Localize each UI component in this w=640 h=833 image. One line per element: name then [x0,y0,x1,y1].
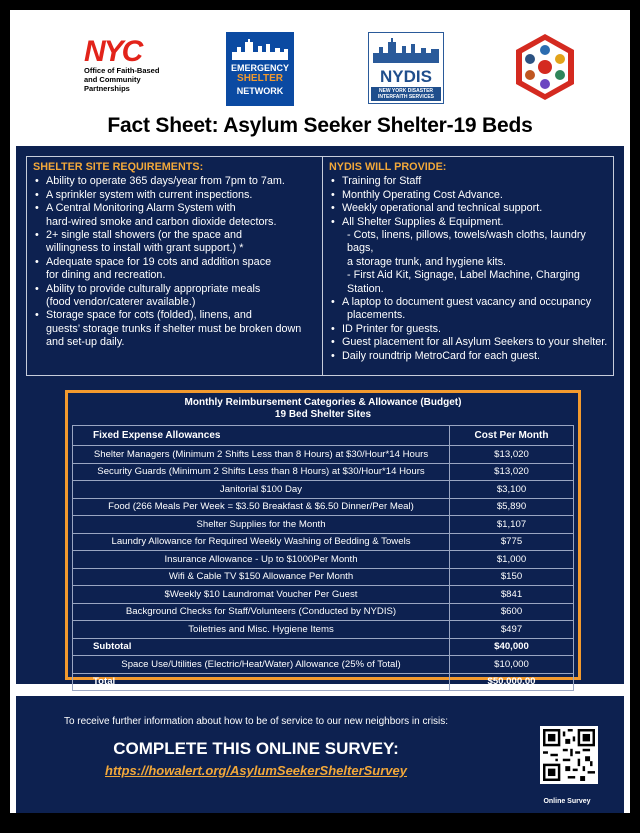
expense-cost-cell: $5,890 [450,498,574,516]
provide-item: - First Aid Kit, Signage, Label Machine, Charging Station. [347,269,580,295]
interfaith-symbols-icon [510,32,580,102]
requirement-item: • Storage space for cots (folded), linens, and [33,309,317,322]
expense-cost-cell: $13,020 [450,463,574,481]
table-header-row [73,426,574,446]
expense-category-cell: Insurance Allowance - Up to $1000Per Month [73,551,450,569]
expense-category-cell: Laundry Allowance for Required Weekly Washing of Bedding & Towels [73,533,450,551]
provides-list [329,175,609,363]
provide-item: • Daily roundtrip MetroCard for each guest. [329,350,609,363]
table-row [73,621,574,639]
subtotal-row [73,638,574,656]
column-header-cost: Cost Per Month [450,426,574,446]
esn-line-emergency: EMERGENCY [230,63,289,73]
budget-table-frame [65,390,581,688]
nydis-logo [368,32,444,104]
nyc-office-line: Office of Faith-Based [84,66,160,75]
expense-category-cell: Shelter Managers (Minimum 2 Shifts Less than 8 Hours) at $30/Hour*14 Hours [73,446,450,464]
provide-item: placements. [347,309,406,322]
requirement-item: and set-up daily. [46,336,125,349]
requirement-item: • A Central Monitoring Alarm System with [33,202,317,215]
shelter-requirements-column [33,161,317,350]
requirements-list [33,175,317,349]
total-label: Total [73,673,450,691]
expense-category-cell: Food (266 Meals Per Week = $3.50 Breakfast & $6.50 Dinner/Per Meal) [73,498,450,516]
expense-cost-cell: $1,107 [450,516,574,534]
provide-item: a storage trunk, and hygiene kits. [347,255,507,268]
table-row [73,533,574,551]
table-row [73,603,574,621]
provide-item: • Weekly operational and technical support. [329,202,609,215]
survey-link[interactable]: https://howalert.org/AsylumSeekerShelterSurvey [105,763,407,778]
expense-category-cell: Wifi & Cable TV $150 Allowance Per Month [73,568,450,586]
expense-cost-cell: $3,100 [450,481,574,499]
column-divider [322,157,323,375]
table-row [73,498,574,516]
requirements-box [26,156,614,376]
expense-category-cell: Shelter Supplies for the Month [73,516,450,534]
table-row [73,586,574,604]
nydis-subtitle: NEW YORK DISASTER INTERFAITH SERVICES [371,87,441,101]
nyc-logo-mark: NYC [84,35,142,68]
requirement-item: • Adequate space for 19 cots and addition space [33,256,317,269]
total-row [73,673,574,691]
budget-title-line: Monthly Reimbursement Categories & Allowance (Budget) [184,397,462,408]
expense-category-cell: $Weekly $10 Laundromat Voucher Per Guest [73,586,450,604]
utilities-value: $10,000 [450,656,574,674]
budget-table-body [73,446,574,639]
content-panel [16,146,624,688]
requirement-item: guests’ storage trunks if shelter must be broken down [46,322,302,335]
requirement-item: • A sprinkler system with current inspections. [33,189,317,202]
nyc-office-line: and Community [84,75,141,84]
survey-call-to-action: COMPLETE THIS ONLINE SURVEY: [113,739,399,758]
footer-info-text: To receive further information about how to be of service to our new neighbors in crisis: [63,716,449,727]
skyline-icon [373,37,439,63]
expense-cost-cell: $497 [450,621,574,639]
expense-cost-cell: $841 [450,586,574,604]
subtotal-value: $40,000 [450,638,574,656]
requirement-item: • Ability to provide culturally appropriate meals [33,283,317,296]
table-row [73,516,574,534]
requirement-item: • 2+ single stall showers (or the space and [33,229,317,242]
nydis-provides-column [329,161,609,363]
expense-category-cell: Toiletries and Misc. Hygiene Items [73,621,450,639]
requirement-item: • Ability to operate 365 days/year from 7pm to 7am. [33,175,317,188]
provides-heading: NYDIS WILL PROVIDE: [329,161,447,173]
requirement-item: willingness to install with grant support.) * [46,242,244,255]
esn-line-network: NETWORK [236,86,284,96]
provide-item: • Training for Staff [329,175,609,188]
skyline-icon [232,38,288,60]
table-row [73,568,574,586]
nydis-wordmark: NYDIS [380,67,432,86]
esn-line-shelter: SHELTER [237,73,283,84]
provide-item: • Guest placement for all Asylum Seekers to your shelter. [329,336,609,349]
budget-subtitle-line: 19 Bed Shelter Sites [274,409,372,420]
provide-item: • Monthly Operating Cost Advance. [329,189,609,202]
total-value: $50,000.00 [450,673,574,691]
requirement-item: (food vendor/caterer available.) [46,296,196,309]
logo-header [10,10,630,112]
fact-sheet-page [10,10,630,813]
expense-cost-cell: $13,020 [450,446,574,464]
emergency-shelter-network-logo [226,32,294,106]
requirements-heading: SHELTER SITE REQUIREMENTS: [33,161,204,173]
requirement-item: hard-wired smoke and carbon dioxide detectors. [46,215,277,228]
expense-category-cell: Security Guards (Minimum 2 Shifts Less than 8 Hours) at $30/Hour*14 Hours [73,463,450,481]
provide-item: • All Shelter Supplies & Equipment. [329,216,609,229]
provide-item: • ID Printer for guests. [329,323,609,336]
qr-code-icon[interactable] [540,726,598,784]
qr-caption: Online Survey [543,798,591,805]
table-row [73,481,574,499]
table-row [73,551,574,569]
survey-footer [16,696,624,813]
column-header-category: Fixed Expense Allowances [73,426,450,446]
nyc-office-line: Partnerships [84,84,130,93]
requirement-item: for dining and recreation. [46,269,166,282]
budget-table [72,425,574,691]
table-row [73,463,574,481]
expense-cost-cell: $600 [450,603,574,621]
expense-cost-cell: $1,000 [450,551,574,569]
provide-item: • A laptop to document guest vacancy and occupancy [329,296,609,309]
page-title: Fact Sheet: Asylum Seeker Shelter-19 Beds [107,114,533,137]
subtotal-label: Subtotal [73,638,450,656]
budget-table-title [68,397,578,421]
expense-category-cell: Janitorial $100 Day [73,481,450,499]
table-row [73,446,574,464]
utilities-row [73,656,574,674]
nyc-logo [70,35,180,93]
expense-cost-cell: $150 [450,568,574,586]
utilities-label: Space Use/Utilities (Electric/Heat/Water) Allowance (25% of Total) [73,656,450,674]
expense-category-cell: Background Checks for Staff/Volunteers (Conducted by NYDIS) [73,603,450,621]
provide-item: - Cots, linens, pillows, towels/wash cloths, laundry bags, [347,229,586,255]
expense-cost-cell: $775 [450,533,574,551]
